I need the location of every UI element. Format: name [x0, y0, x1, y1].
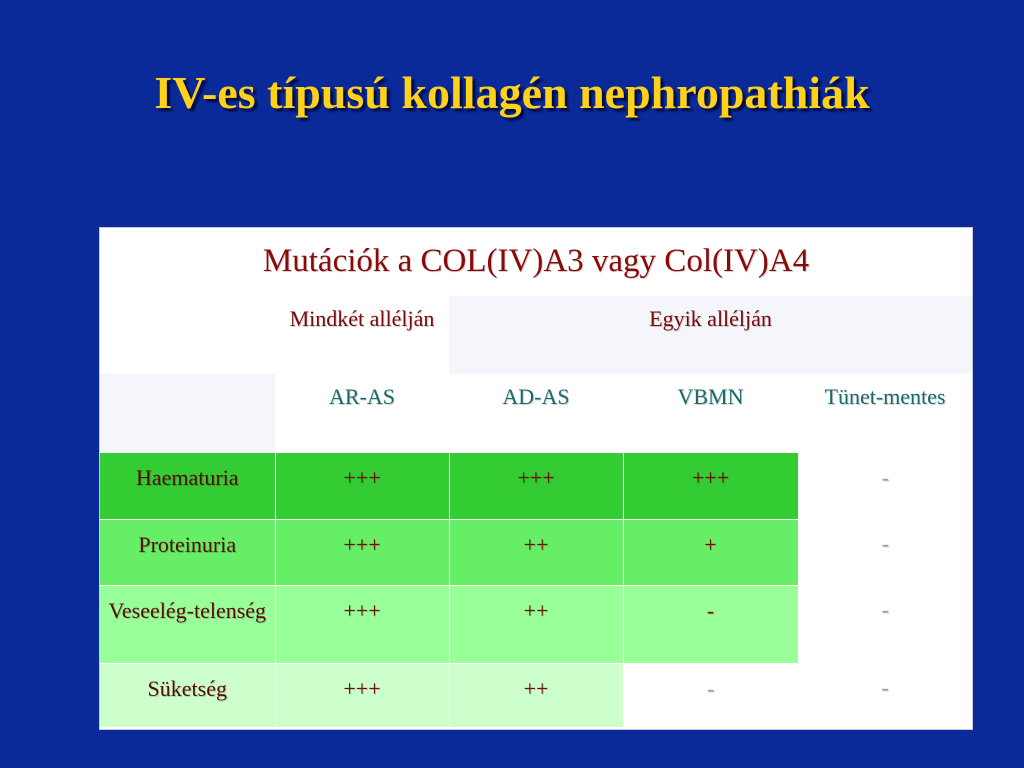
table-cell: -: [798, 585, 972, 663]
table-cell: +: [623, 519, 798, 585]
mutation-table: [100, 228, 972, 727]
column-header: VBMN: [623, 374, 798, 453]
row-label: Veseelég-telenség: [100, 585, 275, 663]
table-cell: +++: [623, 453, 798, 519]
table-cell: +++: [275, 453, 449, 519]
table-row: [100, 663, 972, 727]
empty-corner-cell: [100, 296, 275, 374]
column-header: AR-AS: [275, 374, 449, 453]
comparison-table: [99, 227, 973, 730]
table-cell: -: [798, 519, 972, 585]
table-row: [100, 585, 972, 663]
empty-corner-cell-2: [100, 374, 275, 453]
group-header-both-alleles: Mindkét allélján: [275, 296, 449, 374]
table-cell: ++: [449, 519, 623, 585]
row-label: Proteinuria: [100, 519, 275, 585]
table-cell: ++: [449, 663, 623, 727]
table-cell: -: [798, 663, 972, 727]
table-row: [100, 453, 972, 519]
column-header: Tünet-mentes: [798, 374, 972, 453]
table-cell: -: [623, 585, 798, 663]
table-cell: +++: [275, 585, 449, 663]
table-caption: Mutációk a COL(IV)A3 vagy Col(IV)A4: [100, 228, 972, 296]
table-cell: -: [623, 663, 798, 727]
row-label: Süketség: [100, 663, 275, 727]
table-cell: +++: [449, 453, 623, 519]
group-header-one-allele: Egyik allélján: [449, 296, 972, 374]
slide-title: IV-es típusú kollagén nephropathiák: [154, 67, 870, 118]
table-cell: +++: [275, 663, 449, 727]
table-row: [100, 519, 972, 585]
row-label: Haematuria: [100, 453, 275, 519]
table-cell: -: [798, 453, 972, 519]
column-header: AD-AS: [449, 374, 623, 453]
table-cell: +++: [275, 519, 449, 585]
table-cell: ++: [449, 585, 623, 663]
